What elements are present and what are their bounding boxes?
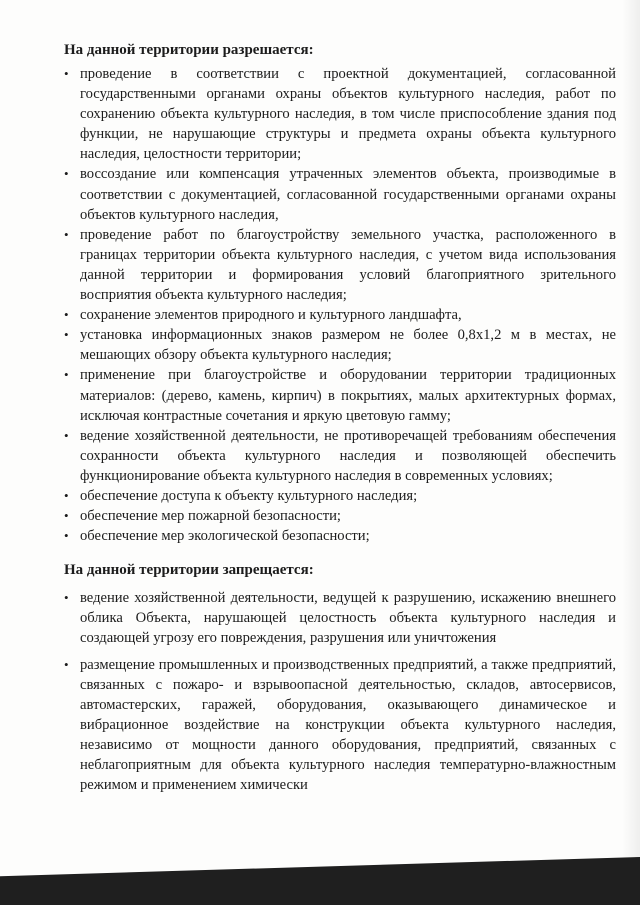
list-item bbox=[64, 526, 616, 546]
list-item-text: обеспечение доступа к объекту культурного наследия; bbox=[80, 487, 418, 504]
list-item-text: сохранение элементов природного и культурного ландшафта, bbox=[80, 307, 462, 324]
bullet-icon: • bbox=[64, 508, 69, 524]
bullet-icon: • bbox=[64, 226, 69, 242]
list-item-text: обеспечение мер пожарной безопасности; bbox=[80, 508, 341, 525]
list-item-text: ведение хозяйственной деятельности, ведущей к разрушению, искажению внешнего облика Объекта, нарушающей целостность объекта культурного наследия и создающей угрозу его повреждения, разрушения или уничтожения bbox=[80, 590, 616, 647]
bullet-icon: • bbox=[64, 427, 69, 443]
bullet-icon: • bbox=[64, 590, 69, 606]
list-item bbox=[64, 225, 616, 305]
list-item bbox=[64, 325, 616, 365]
section-prohibited-heading: На данной территории запрещается: bbox=[64, 562, 314, 579]
list-item-text: применение при благоустройстве и оборудовании территории традиционных материалов: (дерево, камень, кирпич) в покрытиях, малых архитектурных формах, исключая контрастные сочетания и яркую цветовую гамму; bbox=[80, 367, 616, 424]
bullet-icon: • bbox=[64, 528, 69, 544]
scan-edge-shadow bbox=[0, 857, 640, 905]
bullet-icon: • bbox=[64, 66, 69, 81]
list-item-text: проведение работ по благоустройству земельного участка, расположенного в границах территории объекта культурного наследия, с учетом вида использования данной территории и формирования условий благоприятного зрительного восприятия объекта культурного наследия; bbox=[80, 226, 616, 304]
list-item bbox=[64, 164, 616, 224]
list-item bbox=[64, 655, 616, 796]
list-item-text: обеспечение мер экологической безопасности; bbox=[80, 528, 370, 545]
section-permitted-heading: На данной территории разрешается: bbox=[64, 42, 314, 58]
list-item-text: воссоздание или компенсация утраченных элементов объекта, производимые в соответствии с документацией, согласованной государственными органами охраны объектов культурного наследия, bbox=[80, 166, 616, 223]
bullet-icon: • bbox=[64, 656, 69, 672]
bullet-icon: • bbox=[64, 487, 69, 503]
bullet-icon: • bbox=[64, 327, 69, 343]
list-item bbox=[64, 64, 616, 164]
document-content bbox=[64, 40, 616, 801]
list-item bbox=[64, 426, 616, 486]
list-item bbox=[64, 486, 616, 506]
list-item bbox=[64, 506, 616, 526]
list-item-text: установка информационных знаков размером не более 0,8х1,2 м в местах, не мешающих обзору объекта культурного наследия; bbox=[80, 327, 616, 364]
prohibited-list bbox=[64, 588, 616, 795]
bullet-icon: • bbox=[64, 367, 69, 383]
bullet-icon: • bbox=[64, 307, 69, 323]
list-item-text: размещение промышленных и производственных предприятий, а также предприятий, связанных с пожаро- и взрывоопасной деятельностью, складов, автосервисов, автомастерских, гаражей, оборудования, оказывающего динамическое и вибрационное воздействие на конструкции объекта культурного наследия, независимо от мощности данного оборудования, предприятий, связанных с неблагоприятным для объекта культурного наследия температурно-влажностным режимом и применением химически bbox=[80, 656, 616, 794]
permitted-list bbox=[64, 64, 616, 546]
bullet-icon: • bbox=[64, 166, 69, 182]
list-item-text: проведение в соответствии с проектной документацией, согласованной государственными органами охраны объектов культурного наследия, работ по сохранению объекта культурного наследия, в том числе приспособление здания под функции, не нарушающие структуры и предмета охраны объекта культурного наследия, целостности территории; bbox=[80, 66, 616, 163]
list-item-text: ведение хозяйственной деятельности, не противоречащей требованиям обеспечения сохранности объекта культурного наследия и позволяющей обеспечить функционирование объекта культурного наследия в современных условиях; bbox=[80, 427, 616, 484]
list-item bbox=[64, 365, 616, 425]
list-item bbox=[64, 588, 616, 648]
list-item bbox=[64, 305, 616, 325]
